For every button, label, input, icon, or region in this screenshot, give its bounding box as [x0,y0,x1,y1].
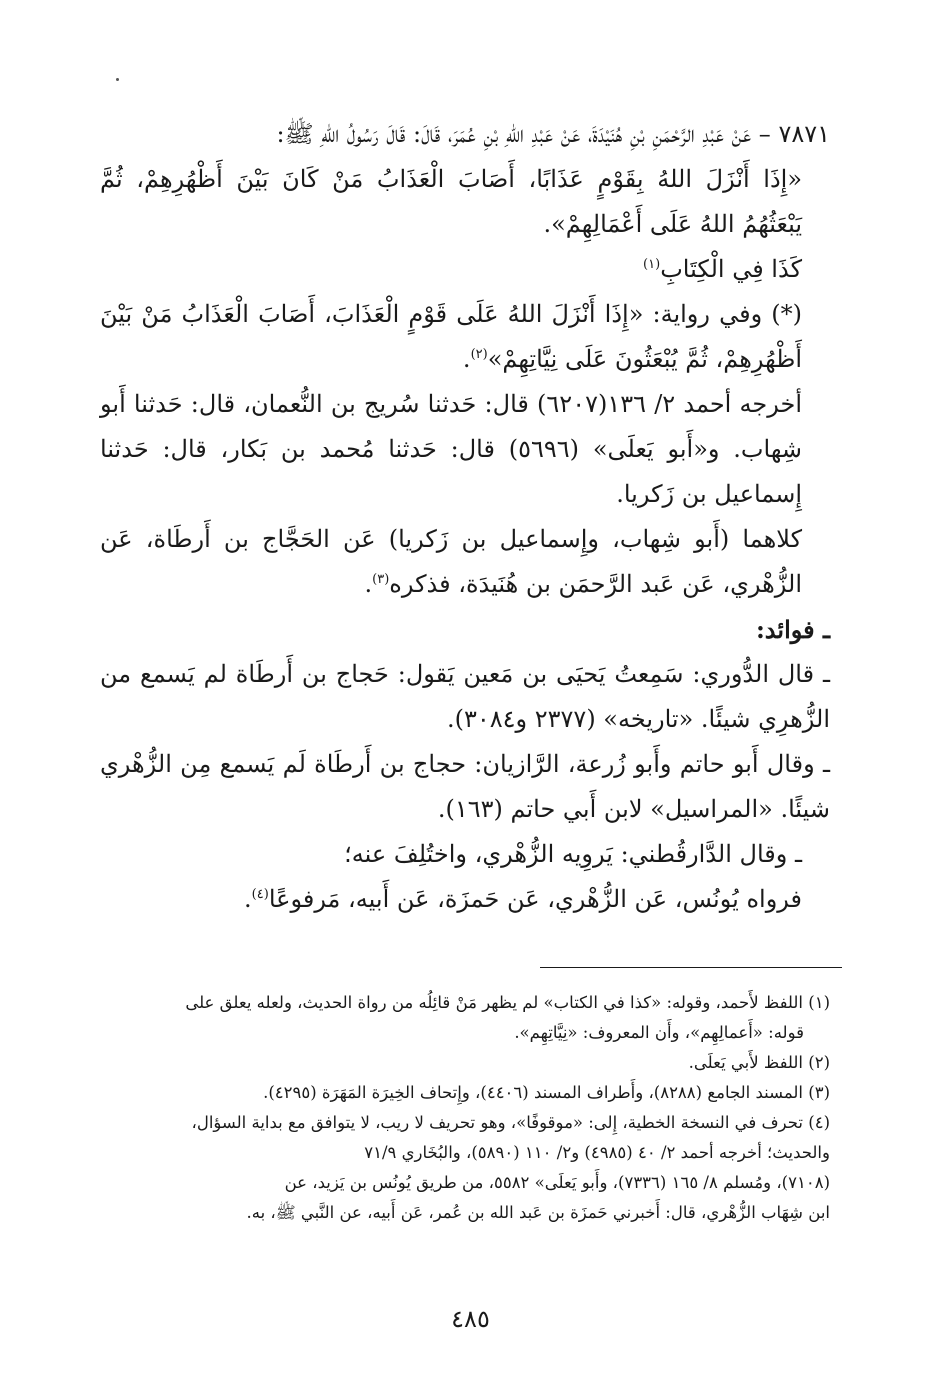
hadith-isnad: ٧٨٧١ – عَنْ عَبْدِ الرَّحْمَنِ بْنِ هُنَيْدَةَ، عَنْ عَبْدِ اللهِ بْنِ عُمَرَ، قَالَ: قَالَ رَسُولُ اللهِ ﷺ: [276,120,830,148]
footnote-1-cont: قوله: «أَعمالِهِم»، وأَن المعروف: «نِيَّاتِهِم». [514,1023,804,1042]
hadith-matn: «إِذَا أَنْزَلَ اللهُ بِقَوْمٍ عَذَابًا، أَصَابَ الْعَذَابُ مَنْ كَانَ بَيْنَ أَظْهُرِهِمْ، ثُمَّ يَبْعَثُهُمُ اللهُ عَلَى أَعْمَالِهِمْ». [100,165,802,238]
riwaya-text: (*) وفي رواية: «إِذَا أَنْزَلَ اللهُ عَلَى قَوْمٍ الْعَذَابَ، أَصَابَ الْعَذَابُ مَنْ بَيْنَ أَظْهُرِهِمْ، ثُمَّ يُبْعَثُونَ عَلَى نِيَّاتِهِمْ» [100,300,802,373]
kadha-text: كَذَا فِي الْكِتَابِ [660,255,802,283]
fawaid-item: ـ وقال أَبو حاتم وأَبو زُرعة، الرَّازيان: حجاج بن أَرطَاة لَم يَسمع مِن الزُّهْري شيئًا. «المراسيل» لابن أَبي حاتم (١٦٣). [100,750,830,823]
footnote-4-cont: والحديث؛ أخرجه أحمد ٢/ ٤٠ (٤٩٨٥) و٢/ ١١٠ (٥٨٩٠)، والبُخَاري ٧١/٩ [364,1143,830,1162]
main-text [100,112,830,922]
footnote-ref-4: (٤) [251,887,269,902]
footnotes [100,988,830,1228]
footnote-ref-1: (١) [643,257,661,272]
fawaid-item: ـ قال الدُّوري: سَمِعتُ يَحيَى بن مَعين يَقول: حَجاج بن أَرطَاة لم يَسمع من الزُّهرِي شيئًا. «تاريخه» (٢٣٧٧ و٣٠٨٤). [100,660,830,733]
fawaid-last-text: فرواه يُونُس، عَن الزُّهْري، عَن حَمزَة، عَن أَبيه، مَرفوعًا [268,885,802,913]
footnote-3: (٣) المسند الجامع (٨٢٨٨)، وأَطراف المسند (٤٤٠٦)، وإِتحاف الخِيرَة المَهَرَة (٤٢٩٥). [263,1083,830,1102]
footnote-4: (٤) تحرف في النسخة الخطية، إِلى: «موقوفًا»، وهو تحريف لا ريب، لا يتوافق مع بداية السؤال، [191,1113,830,1132]
footnote-separator [540,967,842,968]
takhrij-text: كلاهما (أَبو شِهاب، وإِسماعيل بن زَكريا) عَن الحَجَّاج بن أَرطَاة، عَن الزُّهْري، عَن عَبد الرَّحمَن بن هُنَيدَة، فذكره [100,525,802,598]
fawaid-item: ـ وقال الدَّارقُطني: يَروِيه الزُّهْري، واختُلِفَ عنه؛ [344,840,802,868]
fawaid-heading: ـ فوائد: [755,615,830,644]
fawaid-last [100,877,830,922]
footnote-1: (١) اللفظ لأَحمد، وقوله: «كذا في الكتاب» لم يظهر مَنْ قائِلُه من رواة الحديث، ولعله يعلق على [185,993,830,1012]
footnote-ref-3: (٣) [372,572,390,587]
riwaya-paragraph [100,292,830,382]
footnote-4-cont: (٧١٠٨)، ومُسلم ٨/ ١٦٥ (٧٣٣٦)، وأَبو يَعلَى» ٥٥٨٢، من طريق يُونُس بن يَزيد، عن [284,1173,830,1192]
footnote-ref-2: (٢) [470,347,488,362]
takhrij-paragraph-2 [100,517,830,607]
kadha-line [100,247,830,292]
riwaya-end: . [462,345,471,373]
page-number: ٤٨٥ [451,1305,490,1333]
fawaid-last-end: . [244,885,252,913]
takhrij-end: . [364,570,373,598]
footnote-2: (٢) اللفظ لأَبي يَعلَى. [688,1053,830,1072]
takhrij-paragraph-1: أخرجه أحمد ٢/ ١٣٦(٦٢٠٧) قال: حَدثنا سُريج بن النُّعمان، قال: حَدثنا أَبو شِهاب. و«أَبو يَعلَى» (٥٦٩٦) قال: حَدثنا مُحمد بن بَكار، قال: حَدثنا إِسماعيل بن زَكريا. [100,390,802,508]
print-speck [116,78,119,81]
footnote-4-cont: ابن شِهَاب الزُّهْري، قال: أَخبرني حَمزَة بن عَبد الله بن عُمر، عَن أَبيه، عن النَّبي ﷺ، به. [246,1203,830,1222]
